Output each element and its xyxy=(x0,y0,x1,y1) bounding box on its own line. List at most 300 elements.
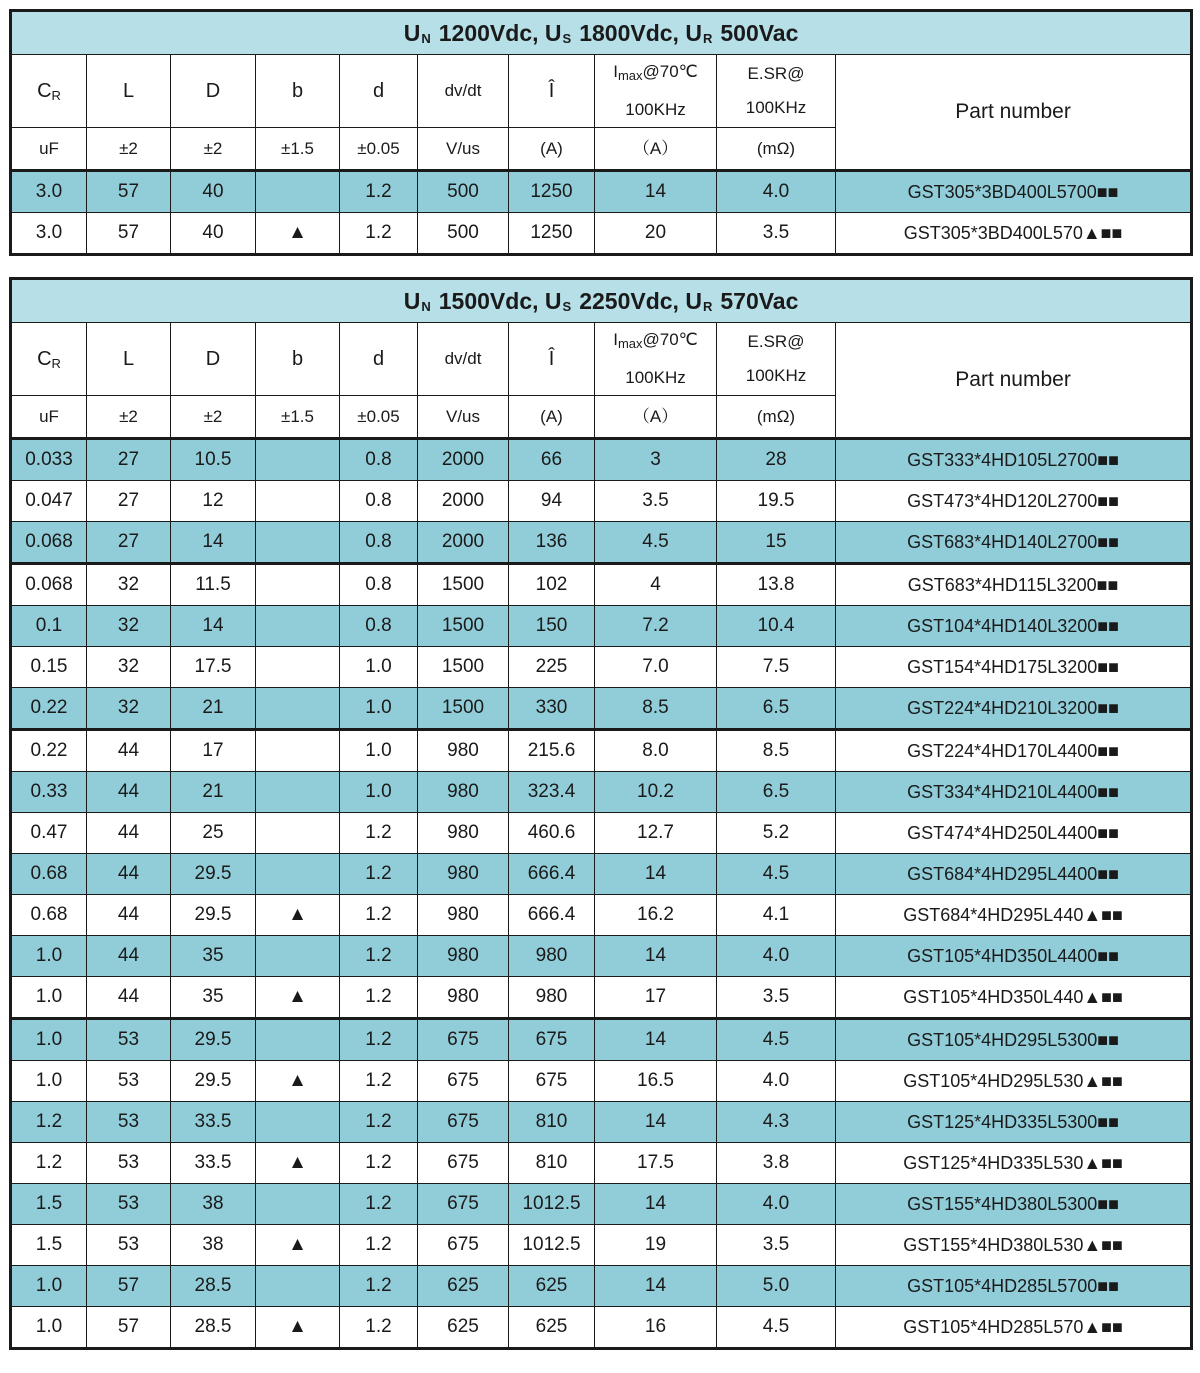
unit-cr: uF xyxy=(11,396,87,439)
dvdt-cell: 1500 xyxy=(418,688,509,730)
cr-cell: 3.0 xyxy=(11,213,87,255)
esr-cell: 4.0 xyxy=(717,936,836,977)
ipeak-cell: 102 xyxy=(509,564,595,606)
esr-cell: 5.2 xyxy=(717,813,836,854)
d-cell: 1.2 xyxy=(340,1143,418,1184)
ipeak-cell: 94 xyxy=(509,481,595,522)
esr-cell: 7.5 xyxy=(717,647,836,688)
part-number-cell: GST155*4HD380L5300■■ xyxy=(836,1184,1192,1225)
D-cell: 25 xyxy=(171,813,256,854)
table-row xyxy=(11,936,1192,977)
part-number-cell: GST224*4HD170L4400■■ xyxy=(836,730,1192,772)
ipeak-cell: 225 xyxy=(509,647,595,688)
b-cell xyxy=(256,936,340,977)
tol-l: ±2 xyxy=(87,396,171,439)
part-number-cell: GST305*3BD400L5700■■ xyxy=(836,171,1192,213)
imax-cell: 10.2 xyxy=(595,772,717,813)
d-cell: 1.2 xyxy=(340,1061,418,1102)
table-title xyxy=(11,11,1192,55)
unit-ipeak: (A) xyxy=(509,128,595,171)
part-number-cell: GST104*4HD140L3200■■ xyxy=(836,606,1192,647)
b-cell: ▲ xyxy=(256,1143,340,1184)
table-row xyxy=(11,213,1192,255)
esr-cell: 3.8 xyxy=(717,1143,836,1184)
d-cell: 1.2 xyxy=(340,977,418,1019)
b-cell xyxy=(256,439,340,481)
esr-cell: 3.5 xyxy=(717,1225,836,1266)
cr-cell: 1.0 xyxy=(11,1061,87,1102)
b-cell xyxy=(256,647,340,688)
b-cell xyxy=(256,1266,340,1307)
imax-cell: 4 xyxy=(595,564,717,606)
l-cell: 27 xyxy=(87,439,171,481)
dvdt-cell: 980 xyxy=(418,895,509,936)
dvdt-cell: 675 xyxy=(418,1143,509,1184)
us-symbol: U xyxy=(544,287,562,314)
D-cell: 40 xyxy=(171,213,256,255)
header-esr: E.SR@ 100KHz xyxy=(717,323,836,396)
header-part-number: Part number xyxy=(836,55,1192,171)
b-cell xyxy=(256,606,340,647)
un-symbol: U xyxy=(403,19,421,46)
d-cell: 1.0 xyxy=(340,647,418,688)
tol-d: ±0.05 xyxy=(340,396,418,439)
d-cell: 1.0 xyxy=(340,772,418,813)
ipeak-cell: 136 xyxy=(509,522,595,564)
imax-cell: 16.2 xyxy=(595,895,717,936)
b-cell: ▲ xyxy=(256,1225,340,1266)
d-cell: 1.2 xyxy=(340,1266,418,1307)
header-cr-subscript: R xyxy=(51,355,61,371)
b-cell xyxy=(256,772,340,813)
D-cell: 12 xyxy=(171,481,256,522)
D-cell: 29.5 xyxy=(171,854,256,895)
table-row xyxy=(11,1102,1192,1143)
D-cell: 10.5 xyxy=(171,439,256,481)
l-cell: 44 xyxy=(87,895,171,936)
table-row xyxy=(11,1019,1192,1061)
dvdt-cell: 500 xyxy=(418,171,509,213)
ipeak-cell: 1012.5 xyxy=(509,1184,595,1225)
d-cell: 1.2 xyxy=(340,895,418,936)
d-cell: 0.8 xyxy=(340,522,418,564)
table-row xyxy=(11,1184,1192,1225)
ipeak-cell: 810 xyxy=(509,1102,595,1143)
header-d: d xyxy=(340,55,418,128)
table-row xyxy=(11,564,1192,606)
cr-cell: 0.068 xyxy=(11,522,87,564)
imax-cell: 8.5 xyxy=(595,688,717,730)
D-cell: 28.5 xyxy=(171,1307,256,1349)
header-row xyxy=(11,323,1192,396)
imax-cell: 14 xyxy=(595,171,717,213)
part-number-cell: GST105*4HD295L5300■■ xyxy=(836,1019,1192,1061)
part-number-cell: GST125*4HD335L530▲■■ xyxy=(836,1143,1192,1184)
imax-cell: 20 xyxy=(595,213,717,255)
unit-cr: uF xyxy=(11,128,87,171)
table-row xyxy=(11,439,1192,481)
esr-cell: 5.0 xyxy=(717,1266,836,1307)
esr-cell: 8.5 xyxy=(717,730,836,772)
l-cell: 44 xyxy=(87,730,171,772)
D-cell: 33.5 xyxy=(171,1102,256,1143)
esr-cell: 4.5 xyxy=(717,1019,836,1061)
d-cell: 0.8 xyxy=(340,481,418,522)
cr-cell: 0.68 xyxy=(11,854,87,895)
dvdt-cell: 675 xyxy=(418,1061,509,1102)
d-cell: 0.8 xyxy=(340,439,418,481)
dvdt-cell: 980 xyxy=(418,813,509,854)
part-number-cell: GST683*4HD140L2700■■ xyxy=(836,522,1192,564)
header-b: b xyxy=(256,55,340,128)
dvdt-cell: 500 xyxy=(418,213,509,255)
b-cell xyxy=(256,688,340,730)
d-cell: 1.2 xyxy=(340,813,418,854)
imax-cell: 14 xyxy=(595,1102,717,1143)
b-cell xyxy=(256,813,340,854)
esr-cell: 13.8 xyxy=(717,564,836,606)
tol-D: ±2 xyxy=(171,128,256,171)
D-cell: 17.5 xyxy=(171,647,256,688)
part-number-cell: GST474*4HD250L4400■■ xyxy=(836,813,1192,854)
l-cell: 53 xyxy=(87,1061,171,1102)
l-cell: 53 xyxy=(87,1102,171,1143)
unit-dvdt: V/us xyxy=(418,128,509,171)
unit-imax: （A） xyxy=(595,128,717,171)
ipeak-cell: 666.4 xyxy=(509,895,595,936)
imax-cell: 3 xyxy=(595,439,717,481)
l-cell: 53 xyxy=(87,1225,171,1266)
D-cell: 17 xyxy=(171,730,256,772)
l-cell: 44 xyxy=(87,854,171,895)
unit-esr: (mΩ) xyxy=(717,128,836,171)
part-number-cell: GST684*4HD295L440▲■■ xyxy=(836,895,1192,936)
table-row xyxy=(11,522,1192,564)
dvdt-cell: 980 xyxy=(418,977,509,1019)
ipeak-cell: 675 xyxy=(509,1061,595,1102)
ur-subscript: R xyxy=(702,298,713,314)
b-cell xyxy=(256,1019,340,1061)
header-row xyxy=(11,55,1192,128)
imax-cell: 3.5 xyxy=(595,481,717,522)
un-subscript: N xyxy=(421,30,431,46)
cr-cell: 3.0 xyxy=(11,171,87,213)
tol-D: ±2 xyxy=(171,396,256,439)
ipeak-cell: 330 xyxy=(509,688,595,730)
un-value: 1200Vdc, xyxy=(438,19,539,46)
table-row xyxy=(11,1143,1192,1184)
imax-cell: 17 xyxy=(595,977,717,1019)
ipeak-cell: 1250 xyxy=(509,171,595,213)
table-row xyxy=(11,1307,1192,1349)
b-cell xyxy=(256,481,340,522)
ipeak-cell: 980 xyxy=(509,936,595,977)
cr-cell: 0.47 xyxy=(11,813,87,854)
us-subscript: S xyxy=(562,298,572,314)
part-number-cell: GST154*4HD175L3200■■ xyxy=(836,647,1192,688)
header-l: L xyxy=(87,323,171,396)
d-cell: 1.0 xyxy=(340,688,418,730)
imax-cell: 17.5 xyxy=(595,1143,717,1184)
dvdt-cell: 675 xyxy=(418,1225,509,1266)
imax-cell: 4.5 xyxy=(595,522,717,564)
header-b: b xyxy=(256,323,340,396)
dvdt-cell: 1500 xyxy=(418,647,509,688)
ur-value: 500Vac xyxy=(720,19,799,46)
cr-cell: 1.5 xyxy=(11,1225,87,1266)
b-cell xyxy=(256,730,340,772)
table-row xyxy=(11,977,1192,1019)
esr-cell: 6.5 xyxy=(717,688,836,730)
imax-cell: 12.7 xyxy=(595,813,717,854)
part-number-cell: GST683*4HD115L3200■■ xyxy=(836,564,1192,606)
us-subscript: S xyxy=(562,30,572,46)
esr-cell: 4.0 xyxy=(717,1184,836,1225)
header-dvdt: dv/dt xyxy=(418,55,509,128)
part-number-cell: GST105*4HD350L4400■■ xyxy=(836,936,1192,977)
esr-cell: 4.1 xyxy=(717,895,836,936)
d-cell: 1.2 xyxy=(340,1307,418,1349)
title-row xyxy=(11,279,1192,323)
dvdt-cell: 1500 xyxy=(418,606,509,647)
ipeak-cell: 980 xyxy=(509,977,595,1019)
d-cell: 0.8 xyxy=(340,606,418,647)
header-imax: Imax@70℃ 100KHz xyxy=(595,323,717,396)
part-number-cell: GST105*4HD285L5700■■ xyxy=(836,1266,1192,1307)
table-row xyxy=(11,647,1192,688)
cr-cell: 0.33 xyxy=(11,772,87,813)
D-cell: 11.5 xyxy=(171,564,256,606)
esr-cell: 4.3 xyxy=(717,1102,836,1143)
b-cell xyxy=(256,564,340,606)
un-value: 1500Vdc, xyxy=(438,287,539,314)
l-cell: 57 xyxy=(87,171,171,213)
ipeak-cell: 215.6 xyxy=(509,730,595,772)
imax-cell: 14 xyxy=(595,936,717,977)
cr-cell: 0.22 xyxy=(11,688,87,730)
table-row xyxy=(11,895,1192,936)
esr-cell: 28 xyxy=(717,439,836,481)
esr-cell: 6.5 xyxy=(717,772,836,813)
part-number-cell: GST224*4HD210L3200■■ xyxy=(836,688,1192,730)
l-cell: 57 xyxy=(87,1266,171,1307)
D-cell: 29.5 xyxy=(171,895,256,936)
ipeak-cell: 675 xyxy=(509,1019,595,1061)
l-cell: 57 xyxy=(87,1307,171,1349)
table-row xyxy=(11,481,1192,522)
header-ipeak: Î xyxy=(509,55,595,128)
d-cell: 1.0 xyxy=(340,730,418,772)
dvdt-cell: 980 xyxy=(418,854,509,895)
un-subscript: N xyxy=(421,298,431,314)
imax-cell: 19 xyxy=(595,1225,717,1266)
imax-cell: 14 xyxy=(595,1184,717,1225)
part-number-cell: GST155*4HD380L530▲■■ xyxy=(836,1225,1192,1266)
b-cell xyxy=(256,522,340,564)
imax-cell: 7.2 xyxy=(595,606,717,647)
cr-cell: 0.1 xyxy=(11,606,87,647)
cr-cell: 0.15 xyxy=(11,647,87,688)
table-row xyxy=(11,730,1192,772)
dvdt-cell: 980 xyxy=(418,730,509,772)
esr-cell: 4.5 xyxy=(717,854,836,895)
header-l: L xyxy=(87,55,171,128)
header-cr: CR xyxy=(11,323,87,396)
dvdt-cell: 625 xyxy=(418,1307,509,1349)
tol-b: ±1.5 xyxy=(256,396,340,439)
esr-cell: 4.0 xyxy=(717,171,836,213)
ipeak-cell: 66 xyxy=(509,439,595,481)
imax-cell: 8.0 xyxy=(595,730,717,772)
d-cell: 1.2 xyxy=(340,1225,418,1266)
us-value: 1800Vdc, xyxy=(579,19,679,46)
cr-cell: 1.5 xyxy=(11,1184,87,1225)
dvdt-cell: 675 xyxy=(418,1184,509,1225)
header-ipeak: Î xyxy=(509,323,595,396)
d-cell: 1.2 xyxy=(340,1184,418,1225)
esr-cell: 15 xyxy=(717,522,836,564)
dvdt-cell: 625 xyxy=(418,1266,509,1307)
header-dvdt: dv/dt xyxy=(418,323,509,396)
table-row xyxy=(11,1225,1192,1266)
cr-cell: 1.2 xyxy=(11,1102,87,1143)
spec-table-2 xyxy=(9,277,1193,1350)
unit-ipeak: (A) xyxy=(509,396,595,439)
d-cell: 1.2 xyxy=(340,171,418,213)
imax-cell: 7.0 xyxy=(595,647,717,688)
D-cell: 38 xyxy=(171,1225,256,1266)
table-title xyxy=(11,279,1192,323)
D-cell: 21 xyxy=(171,688,256,730)
ur-subscript: R xyxy=(702,30,713,46)
cr-cell: 1.2 xyxy=(11,1143,87,1184)
part-number-cell: GST105*4HD295L530▲■■ xyxy=(836,1061,1192,1102)
d-cell: 1.2 xyxy=(340,1019,418,1061)
ur-value: 570Vac xyxy=(720,287,799,314)
ipeak-cell: 460.6 xyxy=(509,813,595,854)
dvdt-cell: 980 xyxy=(418,772,509,813)
header-esr: E.SR@ 100KHz xyxy=(717,55,836,128)
cr-cell: 0.033 xyxy=(11,439,87,481)
header-D: D xyxy=(171,323,256,396)
b-cell xyxy=(256,1102,340,1143)
ipeak-cell: 1250 xyxy=(509,213,595,255)
b-cell: ▲ xyxy=(256,977,340,1019)
dvdt-cell: 675 xyxy=(418,1102,509,1143)
un-symbol: U xyxy=(403,287,421,314)
esr-cell: 4.5 xyxy=(717,1307,836,1349)
b-cell: ▲ xyxy=(256,1061,340,1102)
header-cr: CR xyxy=(11,55,87,128)
part-number-cell: GST473*4HD120L2700■■ xyxy=(836,481,1192,522)
esr-cell: 4.0 xyxy=(717,1061,836,1102)
cr-cell: 1.0 xyxy=(11,977,87,1019)
tol-l: ±2 xyxy=(87,128,171,171)
ipeak-cell: 810 xyxy=(509,1143,595,1184)
dvdt-cell: 1500 xyxy=(418,564,509,606)
ipeak-cell: 323.4 xyxy=(509,772,595,813)
cr-cell: 1.0 xyxy=(11,1266,87,1307)
part-number-cell: GST333*4HD105L2700■■ xyxy=(836,439,1192,481)
D-cell: 35 xyxy=(171,936,256,977)
unit-esr: (mΩ) xyxy=(717,396,836,439)
table-row xyxy=(11,1266,1192,1307)
cr-cell: 1.0 xyxy=(11,1307,87,1349)
header-d: d xyxy=(340,323,418,396)
header-D: D xyxy=(171,55,256,128)
l-cell: 32 xyxy=(87,606,171,647)
imax-cell: 16.5 xyxy=(595,1061,717,1102)
dvdt-cell: 2000 xyxy=(418,439,509,481)
ipeak-cell: 625 xyxy=(509,1307,595,1349)
D-cell: 35 xyxy=(171,977,256,1019)
part-number-cell: GST105*4HD285L570▲■■ xyxy=(836,1307,1192,1349)
table-row xyxy=(11,1061,1192,1102)
esr-cell: 10.4 xyxy=(717,606,836,647)
d-cell: 1.2 xyxy=(340,213,418,255)
d-cell: 1.2 xyxy=(340,854,418,895)
b-cell xyxy=(256,171,340,213)
l-cell: 44 xyxy=(87,772,171,813)
D-cell: 33.5 xyxy=(171,1143,256,1184)
imax-cell: 14 xyxy=(595,1266,717,1307)
l-cell: 44 xyxy=(87,936,171,977)
D-cell: 21 xyxy=(171,772,256,813)
l-cell: 53 xyxy=(87,1019,171,1061)
l-cell: 57 xyxy=(87,213,171,255)
table-row xyxy=(11,772,1192,813)
header-part-number: Part number xyxy=(836,323,1192,439)
l-cell: 32 xyxy=(87,647,171,688)
d-cell: 1.2 xyxy=(340,1102,418,1143)
D-cell: 14 xyxy=(171,522,256,564)
table-row xyxy=(11,688,1192,730)
D-cell: 28.5 xyxy=(171,1266,256,1307)
part-number-cell: GST105*4HD350L440▲■■ xyxy=(836,977,1192,1019)
part-number-cell: GST125*4HD335L5300■■ xyxy=(836,1102,1192,1143)
imax-cell: 14 xyxy=(595,1019,717,1061)
l-cell: 44 xyxy=(87,977,171,1019)
esr-cell: 3.5 xyxy=(717,213,836,255)
ipeak-cell: 150 xyxy=(509,606,595,647)
unit-imax: （A） xyxy=(595,396,717,439)
ur-symbol: U xyxy=(685,19,702,46)
spec-table-1 xyxy=(9,9,1193,256)
table-row xyxy=(11,171,1192,213)
l-cell: 44 xyxy=(87,813,171,854)
D-cell: 29.5 xyxy=(171,1019,256,1061)
header-imax: Imax@70℃ 100KHz xyxy=(595,55,717,128)
title-row xyxy=(11,11,1192,55)
D-cell: 14 xyxy=(171,606,256,647)
part-number-cell: GST305*3BD400L570▲■■ xyxy=(836,213,1192,255)
table-row xyxy=(11,606,1192,647)
esr-cell: 19.5 xyxy=(717,481,836,522)
l-cell: 32 xyxy=(87,688,171,730)
tol-b: ±1.5 xyxy=(256,128,340,171)
l-cell: 27 xyxy=(87,522,171,564)
part-number-cell: GST684*4HD295L4400■■ xyxy=(836,854,1192,895)
cr-cell: 0.047 xyxy=(11,481,87,522)
dvdt-cell: 980 xyxy=(418,936,509,977)
table-row xyxy=(11,813,1192,854)
b-cell: ▲ xyxy=(256,1307,340,1349)
us-value: 2250Vdc, xyxy=(579,287,679,314)
cr-cell: 1.0 xyxy=(11,936,87,977)
b-cell xyxy=(256,1184,340,1225)
cr-cell: 0.22 xyxy=(11,730,87,772)
b-cell xyxy=(256,854,340,895)
